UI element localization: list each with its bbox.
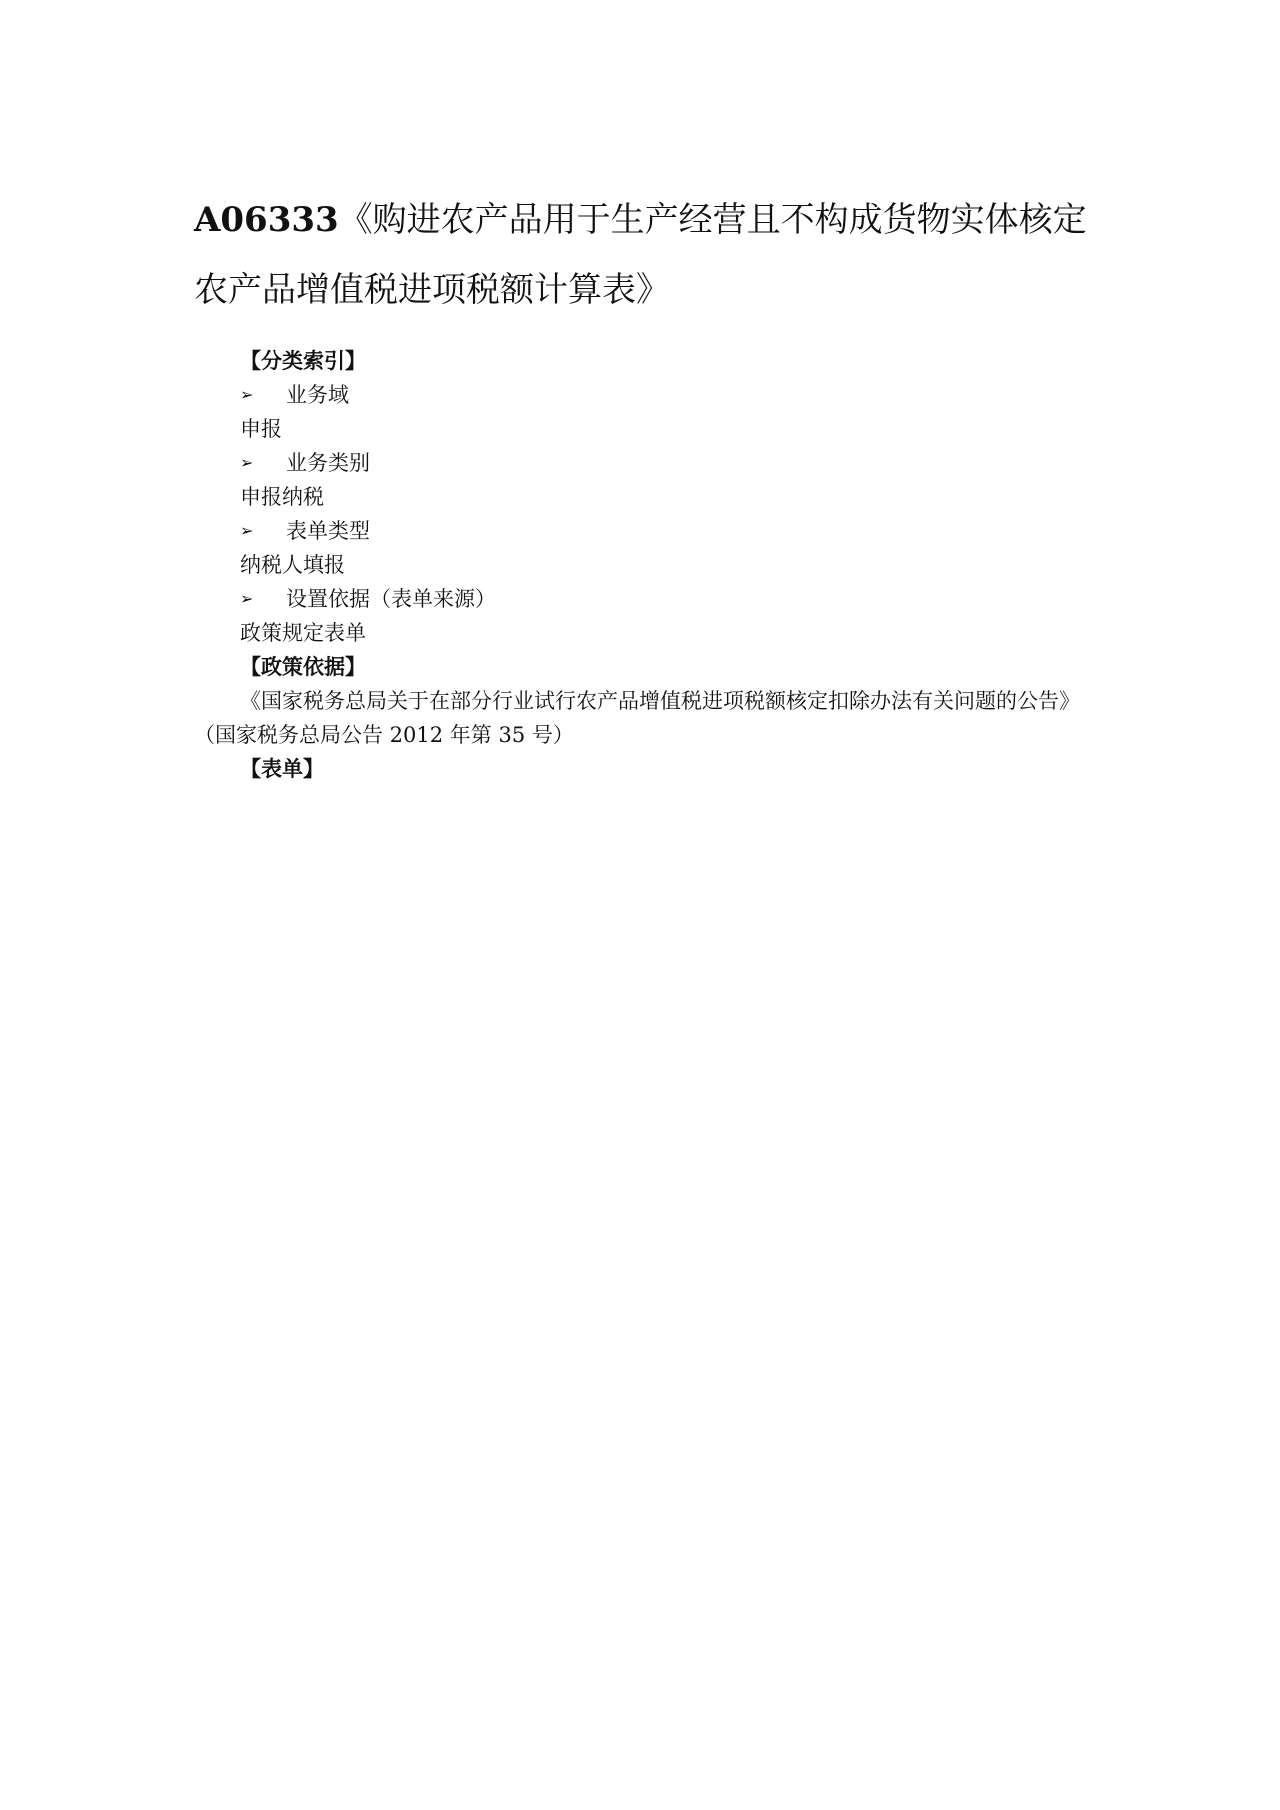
classification-heading: 【分类索引】 — [240, 348, 366, 373]
arrow-bullet-icon: ➢ — [240, 385, 254, 404]
classification-item-basis — [240, 582, 496, 616]
classification-item-value: 政策规定表单 — [240, 621, 366, 645]
classification-item-value: 申报 — [240, 417, 282, 441]
title-line-1 — [194, 185, 1094, 255]
classification-item-value: 纳税人填报 — [240, 553, 345, 577]
title-code: A06333 — [194, 200, 339, 240]
classification-item-category — [240, 446, 370, 480]
arrow-bullet-icon: ➢ — [240, 453, 254, 472]
policy-text: 《国家税务总局关于在部分行业试行农产品增值税进项税额核定扣除办法有关问题的公告》（国家税务总局公告 2012 年第 35 号） — [194, 689, 1080, 747]
classification-item-label: 业务域 — [286, 383, 349, 407]
classification-item-domain — [240, 378, 349, 412]
arrow-bullet-icon: ➢ — [240, 589, 254, 608]
classification-item-label: 设置依据（表单来源） — [286, 587, 496, 611]
policy-heading: 【政策依据】 — [240, 654, 366, 679]
classification-item-label: 表单类型 — [286, 519, 370, 543]
arrow-bullet-icon: ➢ — [240, 521, 254, 540]
title-line-1-text: 《购进农产品用于生产经营且不构成货物实体核定 — [338, 200, 1087, 240]
classification-item-value: 申报纳税 — [240, 485, 324, 509]
title-line-2: 农产品增值税进项税额计算表》 — [194, 270, 670, 310]
form-heading: 【表单】 — [240, 756, 324, 781]
document-title — [194, 185, 1094, 325]
classification-item-label: 业务类别 — [286, 451, 370, 475]
classification-item-form-type — [240, 514, 370, 548]
